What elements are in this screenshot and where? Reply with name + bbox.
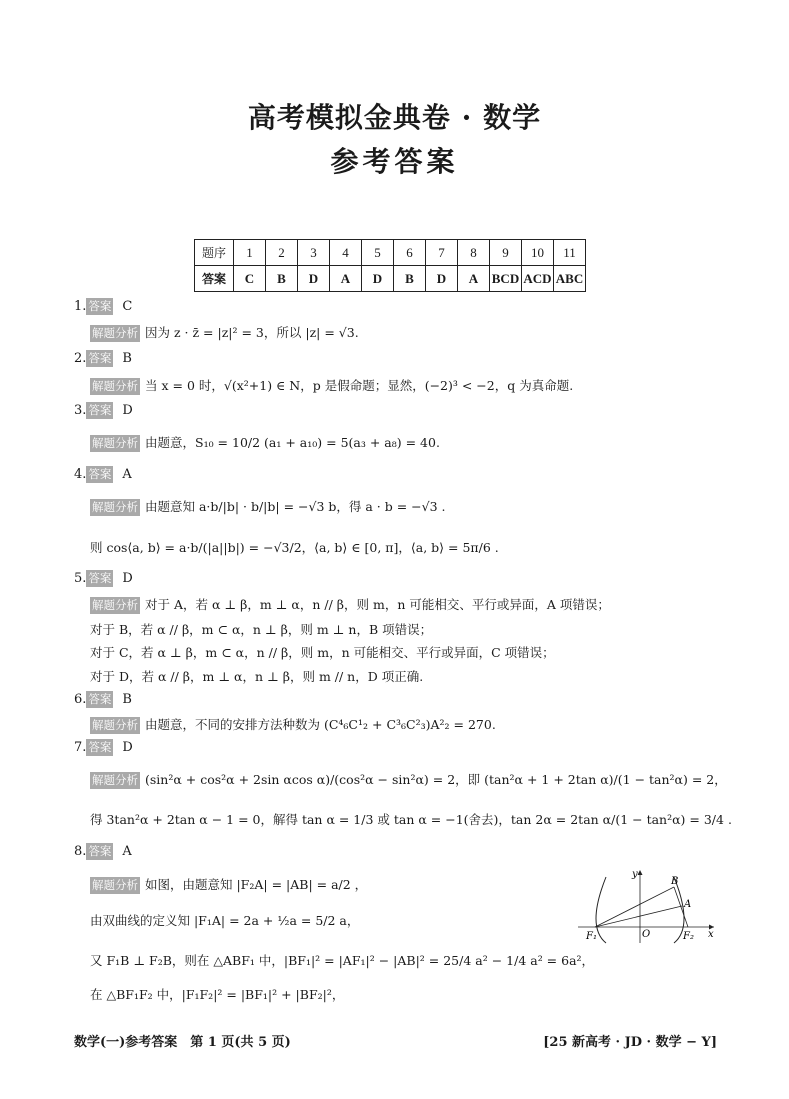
label-f2: F₂	[683, 931, 694, 942]
answer-badge: 答案	[88, 692, 112, 706]
analysis-badge: 解题分析	[92, 718, 138, 732]
label-o: O	[642, 929, 651, 940]
table-cell: BCD	[490, 266, 522, 292]
question-number: 2.	[74, 351, 87, 366]
analysis-badge: 解题分析	[92, 436, 138, 450]
answer-badge: 答案	[88, 740, 112, 754]
question-6-header	[74, 691, 132, 708]
analysis-badge: 解题分析	[92, 500, 138, 514]
analysis-text: 如图，由题意知 |F₂A| = |AB| = a/2 ，	[145, 877, 368, 892]
q7-analysis	[90, 770, 727, 789]
label-a: A	[684, 899, 692, 910]
table-cell: 9	[490, 240, 522, 266]
answer-value: C	[122, 299, 133, 314]
analysis-badge: 解题分析	[92, 773, 138, 787]
hyperbola-left-branch	[596, 877, 606, 943]
q5-line3: 对于 C，若 α ⊥ β，m ⊂ α，n // β，则 m，n 可能相交、平行或异面，C 项错误；	[90, 645, 555, 660]
table-cell: 1	[234, 240, 266, 266]
table-cell: D	[298, 266, 330, 292]
footer-left: 数学(一)参考答案 第 1 页(共 5 页)	[74, 1035, 291, 1050]
answer-badge: 答案	[88, 299, 112, 313]
question-number: 8.	[74, 844, 87, 859]
label-b: B	[671, 876, 679, 887]
answer-value: D	[122, 571, 133, 586]
label-x: x	[708, 929, 714, 940]
q4-analysis-line2: 则 cos⟨a, b⟩ = a·b/(|a||b|) = −√3/2，⟨a, b⟩ ∈ [0, π]，⟨a, b⟩ = 5π/6 .	[90, 540, 499, 555]
question-number: 5.	[74, 571, 87, 586]
analysis-badge: 解题分析	[92, 326, 138, 340]
table-cell: 8	[458, 240, 490, 266]
answer-badge: 答案	[88, 351, 112, 365]
segment-f1a	[595, 906, 682, 927]
question-number: 3.	[74, 403, 87, 418]
table-cell: 11	[554, 240, 586, 266]
table-cell: 3	[298, 240, 330, 266]
question-number: 4.	[74, 467, 87, 482]
q8-analysis	[90, 875, 367, 894]
label-y: y	[632, 869, 638, 880]
row-label-question: 题序	[195, 240, 234, 266]
q8-line3: 又 F₁B ⊥ F₂B，则在 △ABF₁ 中，|BF₁|² = |AF₁|² − |AB|² = 25/4 a² − 1/4 a² = 6a²，	[90, 953, 595, 968]
analysis-text: 对于 A，若 α ⊥ β，m ⊥ α，n // β，则 m，n 可能相交、平行或异面，A 项错误；	[145, 597, 610, 612]
page-title: 高考模拟金典卷 · 数学	[247, 101, 542, 134]
answer-badge: 答案	[88, 844, 112, 858]
analysis-text: 因为 z · z̄ = |z|² = 3，所以 |z| = √3.	[145, 325, 359, 340]
answer-badge: 答案	[88, 571, 112, 585]
q3-analysis	[90, 433, 440, 452]
analysis-text: 当 x = 0 时，√(x²+1) ∈ N，p 是假命题；显然，(−2)³ < −2，q 为真命题.	[145, 378, 574, 393]
label-f1: F₁	[586, 931, 597, 942]
q1-analysis	[90, 323, 359, 342]
question-number: 1.	[74, 299, 87, 314]
question-8-header	[74, 843, 132, 860]
analysis-text: 由题意，S₁₀ = 10/2 (a₁ + a₁₀) = 5(a₃ + a₈) = 40.	[145, 435, 440, 450]
table-cell: 5	[362, 240, 394, 266]
hyperbola-figure	[578, 865, 718, 945]
row-label-answer: 答案	[195, 266, 234, 292]
q5-line4: 对于 D，若 α // β，m ⊥ α，n ⊥ β，则 m // n，D 项正确.	[90, 669, 424, 684]
answer-badge: 答案	[88, 403, 112, 417]
table-cell: D	[426, 266, 458, 292]
table-cell: 4	[330, 240, 362, 266]
question-7-header	[74, 739, 133, 756]
q8-line2: 由双曲线的定义知 |F₁A| = 2a + ½a = 5/2 a，	[90, 913, 360, 928]
analysis-text: 由题意知 a·b/|b| · b/|b| = −√3 b，得 a · b = −√3 .	[145, 499, 446, 514]
table-cell: C	[234, 266, 266, 292]
answer-value: B	[122, 351, 132, 366]
footer-right: [25 新高考 · JD · 数学 − Y]	[543, 1035, 717, 1050]
q7-line2: 得 3tan²α + 2tan α − 1 = 0，解得 tan α = 1/3 或 tan α = −1(舍去)，tan 2α = 2tan α/(1 − tan²α) = 3/4 .	[90, 812, 732, 827]
table-cell: B	[394, 266, 426, 292]
q2-analysis	[90, 376, 573, 395]
analysis-badge: 解题分析	[92, 598, 138, 612]
answer-value: A	[122, 844, 132, 859]
table-cell: ACD	[522, 266, 554, 292]
table-cell: D	[362, 266, 394, 292]
answer-value: D	[122, 740, 133, 755]
table-cell: 6	[394, 240, 426, 266]
answer-value: B	[122, 692, 132, 707]
answer-value: D	[122, 403, 133, 418]
segment-f1b	[595, 887, 674, 927]
y-axis-arrow	[638, 870, 643, 875]
question-number: 6.	[74, 692, 87, 707]
page-subtitle: 参考答案	[330, 145, 459, 178]
analysis-badge: 解题分析	[92, 379, 138, 393]
question-4-header	[74, 466, 132, 483]
answer-table	[194, 239, 586, 292]
q6-analysis	[90, 715, 496, 734]
question-3-header	[74, 402, 133, 419]
q5-line2: 对于 B，若 α // β，m ⊂ α，n ⊥ β，则 m ⊥ n，B 项错误；	[90, 622, 433, 637]
q4-analysis	[90, 497, 446, 516]
table-cell: 7	[426, 240, 458, 266]
analysis-text: (sin²α + cos²α + 2sin αcos α)/(cos²α − sin²α) = 2，即 (tan²α + 1 + 2tan α)/(1 − tan²α) = 2，	[145, 772, 727, 787]
q8-line4: 在 △BF₁F₂ 中，|F₁F₂|² = |BF₁|² + |BF₂|²，	[90, 987, 345, 1002]
analysis-badge: 解题分析	[92, 878, 138, 892]
table-cell: ABC	[554, 266, 586, 292]
question-1-header	[74, 298, 132, 315]
analysis-text: 由题意，不同的安排方法种数为 (C⁴₆C¹₂ + C³₆C²₃)A²₂ = 270.	[145, 717, 496, 732]
answer-badge: 答案	[88, 467, 112, 481]
question-2-header	[74, 350, 132, 367]
table-cell: 2	[266, 240, 298, 266]
q5-analysis	[90, 595, 610, 614]
table-cell: B	[266, 266, 298, 292]
question-5-header	[74, 570, 133, 587]
table-cell: A	[458, 266, 490, 292]
table-cell: 10	[522, 240, 554, 266]
question-number: 7.	[74, 740, 87, 755]
table-cell: A	[330, 266, 362, 292]
answer-value: A	[122, 467, 132, 482]
